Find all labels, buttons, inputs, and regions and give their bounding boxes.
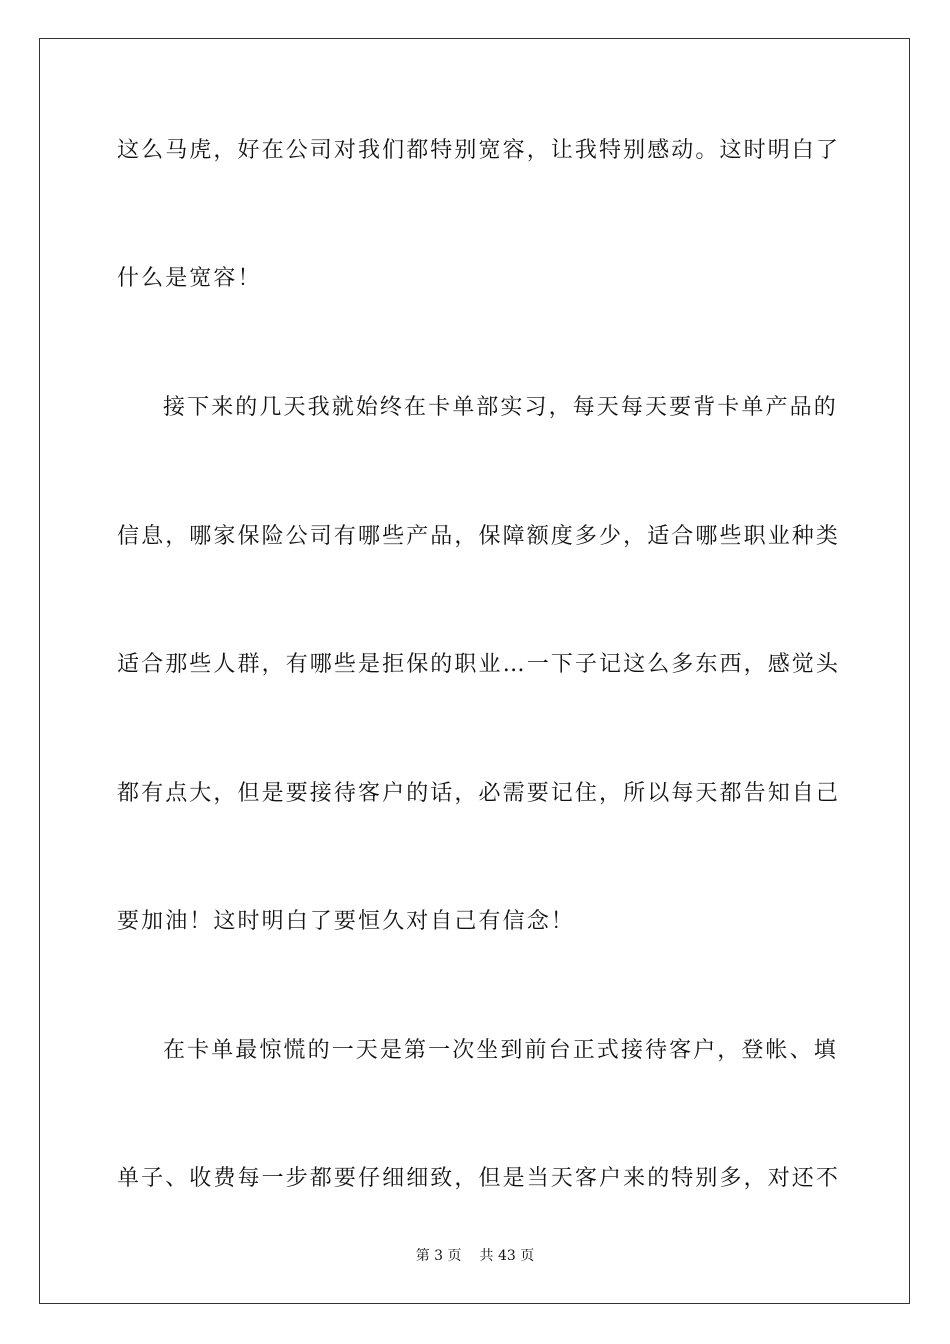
page-total: 共 43 页 <box>479 1248 535 1264</box>
text-line-2: 什么是宽容！ <box>117 266 262 291</box>
text-line-1: 这么马虎，好在公司对我们都特别宽容，让我特别感动。这时明白了 <box>117 138 841 163</box>
page-number: 第 3 页 <box>415 1248 462 1264</box>
text-line-3: 接下来的几天我就始终在卡单部实习，每天每天要背卡单产品的 <box>163 395 838 420</box>
page-footer <box>0 1247 950 1265</box>
text-line-7: 要加油！这时明白了要恒久对自己有信念！ <box>117 909 575 934</box>
text-line-5: 适合那些人群，有哪些是拒保的职业…一下子记这么多东西，感觉头 <box>117 652 841 677</box>
text-line-4: 信息，哪家保险公司有哪些产品，保障额度多少，适合哪些职业种类 <box>117 524 841 549</box>
text-line-6: 都有点大，但是要接待客户的话，必需要记住，所以每天都告知自己 <box>117 781 841 806</box>
text-line-9: 单子、收费每一步都要仔细细致，但是当天客户来的特别多，对还不 <box>117 1166 841 1191</box>
text-line-8: 在卡单最惊慌的一天是第一次坐到前台正式接待客户，登帐、填 <box>163 1038 838 1063</box>
